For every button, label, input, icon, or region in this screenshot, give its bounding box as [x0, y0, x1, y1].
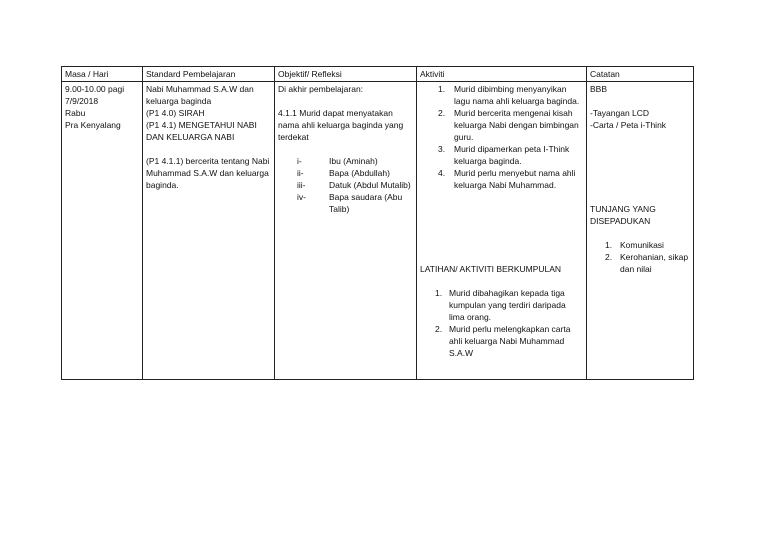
catatan-bbb-title: BBB	[590, 84, 608, 94]
objektif-target: 4.1.1 Murid dapat menyatakan nama ahli keluarga baginda yang terdekat	[278, 108, 404, 142]
header-standard: Standard Pembelajaran	[143, 67, 275, 82]
aktiviti-group-title: LATIHAN/ AKTIVITI BERKUMPULAN	[420, 264, 562, 274]
objektif-item-num: ii-	[297, 168, 304, 178]
aktiviti-item-text: Murid bercerita mengenai kisah keluarga Nabi dengan bimbingan guru.	[454, 108, 579, 142]
standard-sirah: (P1 4.0) SIRAH	[146, 108, 205, 118]
catatan-tunjang-item-num: 2.	[605, 252, 613, 262]
masa-cell	[62, 82, 143, 380]
aktiviti-group-item	[420, 287, 583, 323]
objektif-intro: Di akhir pembelajaran:	[278, 84, 364, 94]
catatan-tunjang-item	[590, 251, 690, 275]
objektif-cell	[275, 82, 417, 380]
objektif-item-num: i-	[297, 156, 302, 166]
aktiviti-group-item-text: Murid dibahagikan kepada tiga kumpulan yang terdiri daripada lima orang.	[449, 288, 566, 322]
catatan-bbb-item: -Tayangan LCD	[590, 108, 650, 118]
masa-time: 9.00-10.00 pagi	[65, 84, 125, 94]
aktiviti-item-text: Murid perlu menyebut nama ahli keluarga Nabi Muhammad.	[454, 168, 576, 190]
catatan-tunjang-item-text: Komunikasi	[620, 240, 664, 250]
objektif-item	[278, 179, 413, 191]
aktiviti-cell	[417, 82, 587, 380]
header-aktiviti: Aktiviti	[417, 67, 587, 82]
catatan-tunjang-list	[590, 239, 690, 275]
masa-date: 7/9/2018	[65, 96, 99, 106]
standard-topic: Nabi Muhammad S.A.W dan keluarga baginda	[146, 84, 254, 106]
aktiviti-item	[420, 143, 583, 167]
objektif-item-text: Bapa saudara (Abu Talib)	[329, 192, 403, 214]
aktiviti-item-text: Murid dibimbing menyanyikan lagu nama ahli keluarga baginda.	[454, 84, 580, 106]
catatan-bbb-item: -Carta / Peta i-Think	[590, 120, 667, 130]
aktiviti-item-num: 4.	[438, 168, 446, 178]
catatan-cell	[587, 82, 694, 380]
objektif-item	[278, 167, 413, 179]
objektif-item	[278, 155, 413, 167]
aktiviti-group-item	[420, 323, 583, 359]
objektif-item-text: Ibu (Aminah)	[329, 156, 378, 166]
aktiviti-list	[420, 83, 583, 191]
masa-class: Pra Kenyalang	[65, 120, 121, 130]
objektif-item	[278, 191, 413, 215]
header-masa: Masa / Hari	[62, 67, 143, 82]
aktiviti-group-item-text: Murid perlu melengkapkan carta ahli keluarga Nabi Muhammad S.A.W	[449, 324, 571, 358]
objektif-item-text: Bapa (Abdullah)	[329, 168, 390, 178]
catatan-tunjang-item-text: Kerohanian, sikap dan nilai	[620, 252, 689, 274]
aktiviti-group-item-num: 2.	[435, 324, 443, 334]
aktiviti-group-item-num: 1.	[435, 288, 443, 298]
objektif-item-num: iv-	[297, 192, 306, 202]
catatan-tunjang-item-num: 1.	[605, 240, 613, 250]
aktiviti-item-text: Murid dipamerkan peta I-Think keluarga baginda.	[454, 144, 570, 166]
catatan-tunjang-title: TUNJANG YANG DISEPADUKAN	[590, 204, 656, 226]
standard-detail: (P1 4.1.1) bercerita tentang Nabi Muhammad S.A.W dan keluarga baginda.	[146, 156, 270, 190]
objektif-item-num: iii-	[297, 180, 306, 190]
aktiviti-item-num: 3.	[438, 144, 446, 154]
aktiviti-item	[420, 167, 583, 191]
header-catatan: Catatan	[587, 67, 694, 82]
aktiviti-item	[420, 83, 583, 107]
masa-day: Rabu	[65, 108, 86, 118]
content-row	[62, 82, 694, 380]
catatan-tunjang-item	[590, 239, 690, 251]
standard-cell	[143, 82, 275, 380]
aktiviti-item-num: 1.	[438, 84, 446, 94]
header-objektif: Objektif/ Refleksi	[275, 67, 417, 82]
standard-mengetahui: (P1 4.1) MENGETAHUI NABI DAN KELUARGA NABI	[146, 120, 257, 142]
header-row	[62, 67, 694, 82]
aktiviti-group-list	[420, 287, 583, 359]
lesson-plan-table	[61, 66, 694, 380]
objektif-item-text: Datuk (Abdul Mutalib)	[329, 180, 411, 190]
aktiviti-item-num: 2.	[438, 108, 446, 118]
aktiviti-item	[420, 107, 583, 143]
